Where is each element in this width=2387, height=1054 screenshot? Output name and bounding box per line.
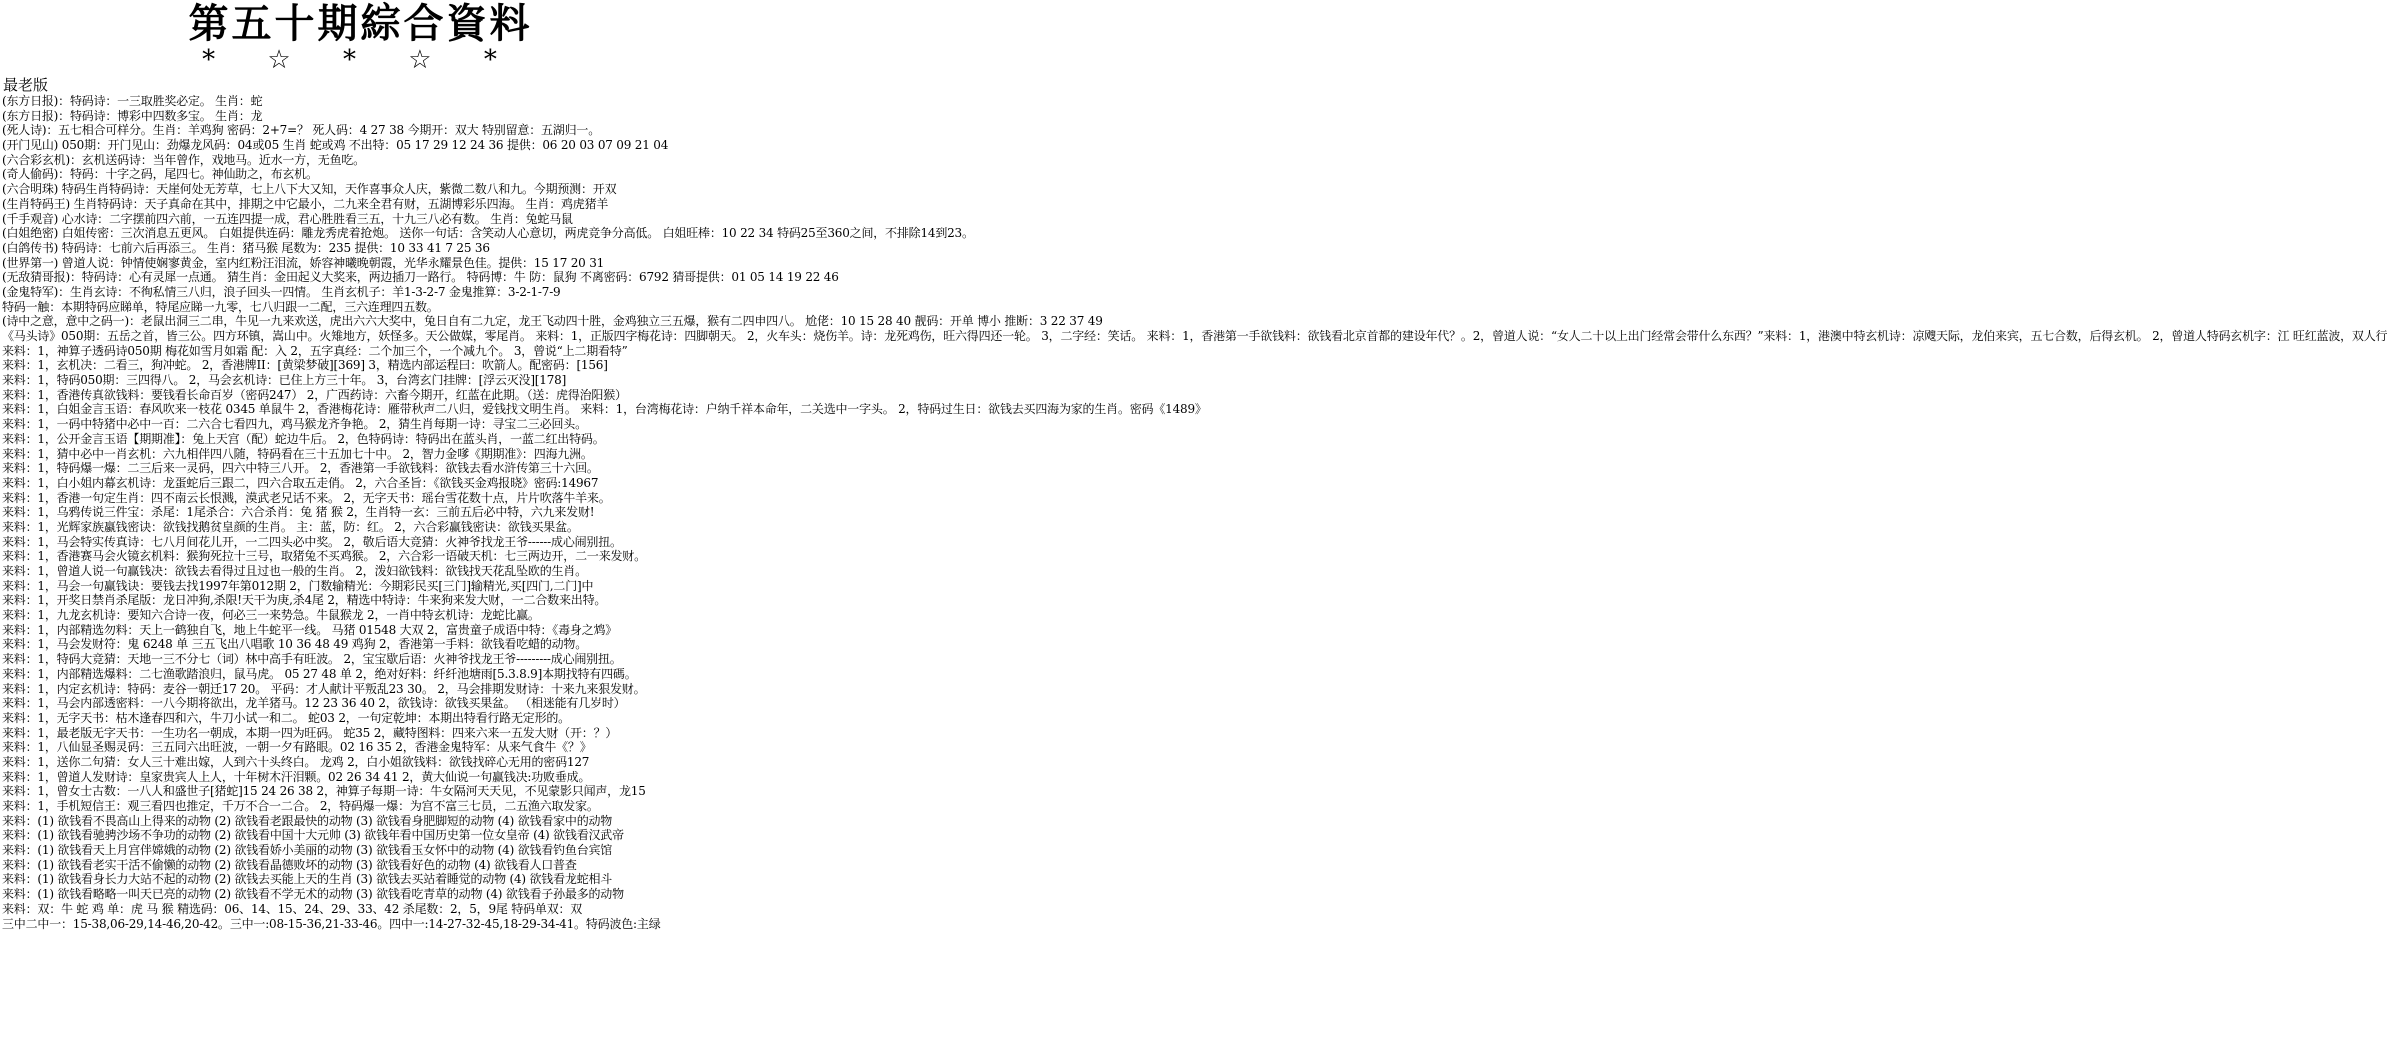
text-line: 来料：1，公开金言玉语【期期准】：兔上天宫（配）蛇边牛后。 2，色特码诗：特码出在蓝头肖，一蓝二红出特码。: [2, 431, 605, 446]
text-line: 来料：(1) 欲钱看不畏高山上得来的动物 (2) 欲钱看老跟最快的动物 (3) 欲钱看身肥脚短的动物 (4) 欲钱看家中的动物: [2, 813, 613, 828]
text-line: 来料：1，马会一句赢钱诀：要钱去找1997年第012期 2，门数输精光：今期彩民买[三门]输精光,买[四门,二门]中: [2, 578, 594, 593]
text-line: 来料：(1) 欲钱看天上月宫伴嫦娥的动物 (2) 欲钱看娇小美丽的动物 (3) 欲钱看玉女怀中的动物 (4) 欲钱看钓鱼台宾馆: [2, 843, 613, 858]
text-line: 来料：1，内定玄机诗：特码：麦谷一朝迁17 20。 平码：才人献计平叛乱23 30。 2，马会排期发财诗：十来九来狠发财。: [2, 681, 646, 696]
text-line: 来料：(1) 欲钱看老实干活不偷懒的动物 (2) 欲钱看晶德败坏的动物 (3) 欲钱看好色的动物 (4) 欲钱看人口普查: [2, 857, 577, 872]
text-line: (无敌猜哥报)：特码诗：心有灵犀一点通。 猜生肖：金田起义大奖来，两边插刀一路行。 特码博：牛 防：鼠狗 不离密码：6792 猜哥提供：01 05 14 19 22 46: [2, 270, 839, 285]
text-line: 来料：1，神算子透码诗050期 梅花如雪月如霜 配：入 2，五字真经：二个加三个，一个减九个。 3，曾说“上二期看特”: [2, 343, 628, 358]
text-line: (东方日报)：特码诗：一三取胜奖必定。 生肖：蛇: [2, 94, 263, 108]
text-line: 来料：1，八仙显圣赐灵码：三五同六出旺波，一朝一夕有路眼。02 16 35 2，香港金鬼特军：从来气食牛《？》: [2, 740, 592, 755]
text-line: 来料：1，白小姐内幕玄机诗：龙蛋蛇后三跟二，四六合取五走俏。 2，六合圣旨：《欲钱买金鸡报晓》密码:14967: [2, 475, 599, 490]
text-line: 来料：1，马会内部透密料：一八今期将欲出，龙羊猪马。12 23 36 40 2，欲钱诗：欲钱买果盆。 （相迷能有几岁时）: [2, 696, 626, 711]
text-line: (开门见山) 050期：开门见山：劲爆龙风码：04或05 生肖 蛇或鸡 不出特：05 17 29 12 24 36 提供：06 20 03 07 09 21 04: [2, 138, 669, 153]
text-line: 来料：1，曾女士古数：一八人和盛世子[猪蛇]15 24 26 38 2，神算子每期一诗：牛女隔河天天见，不见蒙影只闻声，龙15: [2, 784, 646, 799]
text-line: 来料：1，曾道人发财诗：皇家贵宾人上人，十年树木汗泪颗。02 26 34 41 2，黄大仙说一句赢钱决:功败垂成。: [2, 769, 591, 784]
text-line: 来料：1，内部精选勿料：天上一鹤独自飞，地上牛蛇平一线。 马猪 01548 大双 2，富贵童子成语中特：《毒身之鸩》: [2, 622, 618, 637]
text-line: 特码一触：本期特码应睇单，特尾应睇一九零，七八归跟一二配，三六连理四五数。: [2, 299, 439, 314]
text-line: 三中二中一：15-38,06-29,14-46,20-42。三中一:08-15-36,21-33-46。四中一:14-27-32-45,18-29-34-41。特码波色:主绿: [2, 916, 661, 931]
text-line: 来料：1，送你二句猜：女人三十难出嫁，人到六十头终白。 龙鸡 2，白小姐欲钱料：欲钱找碎心无用的密码127: [2, 754, 590, 769]
text-line: (东方日报)：特码诗：博彩中四数多宝。 生肖：龙: [2, 108, 263, 123]
text-line: 来料：1，香港传真欲钱料：要钱看长命百岁（密码247） 2，广西药诗：六畜今期开，红蓝在此期。（送：虎得治阳猴）: [2, 387, 627, 402]
edition-label: 最老版: [3, 76, 49, 94]
text-line: 来料：(1) 欲钱看驰骋沙场不争功的动物 (2) 欲钱看中国十大元帅 (3) 欲钱年看中国历史第一位女皇帝 (4) 欲钱看汉武帝: [2, 828, 624, 843]
text-line: (六合明珠) 特码生肖特码诗：天崖何处无芳草，七上八下大又知，天作喜事众人庆，紫微二数八和九。今期预测：开双: [2, 182, 617, 197]
text-line: 来料：1，香港赛马会火镜玄机料：猴狗死拉十三号，取猪兔不买鸡猴。 2，六合彩一语破天机：七三两边开，二一来发财。: [2, 549, 646, 564]
text-line: (奇人偷码)：特码：十字之码，尾四七。神仙助之，布玄机。: [2, 167, 318, 182]
text-line: 来料：1，内部精选爆料：二七渔歌踏浪归，鼠马虎。 05 27 48 单 2，绝对好料：纤纤池塘雨[5.3.8.9]本期找特有四碼。: [2, 666, 637, 681]
text-line: 来料：1，一码中特猪中必中一百：二六合七看四九，鸡马猴龙齐争艳。 2，猜生肖每期一诗：寻宝二三必回头。: [2, 417, 587, 432]
text-line: (金鬼特军)：生肖玄诗：不徇私情三八归，浪子回头一四情。 生肖玄机子：羊1-3-2-7 金鬼推算：3-2-1-7-9: [2, 284, 561, 299]
text-line: 来料：1，开奖日禁肖杀尾版：龙日冲狗,杀限!天干为庚,杀4尾 2，精选中特诗：牛来狗来发大财，一二合数来出特。: [2, 593, 607, 608]
text-line: 来料：1，最老版无字天书：一生功名一朝成，本期一四为旺码。 蛇35 2，藏特图料：四来六来一五发大财（开：？）: [2, 725, 618, 740]
text-line: 来料：1，香港一句定生肖：四不南云长恨溅，漠武老兄话不来。 2，无字天书：瑶台雪花数十点，片片吹落牛羊来。: [2, 490, 611, 505]
text-line: 来料：1，手机短信王：观三看四也推定，千万不合一二合。 2，特码爆一爆：为宫不富三七员，二五渔六取发家。: [2, 799, 599, 813]
text-line: (生肖特码王) 生肖特码诗：天子真命在其中，排期之中它最小，二九来全君有财，五湖博彩乐四海。 生肖：鸡虎猪羊: [2, 196, 609, 211]
text-line: 来料：1，光辉家族蠃钱密诀：欲钱找鹅贫皇颜的生肖。 主：蓝，防：红。 2，六合彩赢钱密诀：欲钱买果盆。: [2, 519, 579, 534]
text-line: 来料：(1) 欲钱看略略一叫天已亮的动物 (2) 欲钱看不学无术的动物 (3) 欲钱看吃青草的动物 (4) 欲钱看子孙最多的动物: [2, 887, 624, 902]
text-line: 来料：1，特码大竞猜：天地一三不分七（词）林中高手有旺波。 2，宝宝歇后语：火神爷找龙王爷---------成心闹别扭。: [2, 652, 622, 667]
stars-decoration: * ☆ * ☆ *: [202, 45, 519, 75]
text-line: (死人诗)：五七相合可样分。生肖：羊鸡狗 密码：2+7=？ 死人码：4 27 38 今期开：双大 特别留意：五湖归一。: [2, 123, 601, 138]
text-line: 来料：1，猜中必中一肖玄机：六九相伴四八随，特码看在三十五加七十中。 2，智力金嗲《期期准》：四海九洲。: [2, 446, 593, 461]
text-line: 来料：1，白姐金言玉语：春风吹来一枝花 0345 单鼠牛 2，香港梅花诗：雁带秋声二八归，爱钱找文明生肖。 来料：1，台湾梅花诗：户纳千祥本命年，二关选中一字头。 2，特码过生日：欲钱去买四海为家的生肖。密码《1489》: [2, 402, 1207, 417]
document-body: [2, 94, 2387, 1052]
text-line: 来料：1，乌鸦传说三件宝：杀尾：1尾杀合：六合杀肖：兔 猪 猴 2，生肖特一玄：三前五后必中特，六九来发财!: [2, 505, 595, 520]
text-line: 来料：1，马会特实传真诗：七八月间花儿开，一二四头必中奖。 2，敬后语大竞猜：火神爷找龙王爷------成心闹别扭。: [2, 534, 622, 549]
text-line: (诗中之意，意中之码一)：老鼠出洞三二串，牛见一九来欢送，虎出六六大奖中，兔日自有二九定，龙王飞动四十胜，金鸡独立三五爆，猴有二四申四八。 尬佬：10 15 28 40 靓码：开单 博小 推断：3 22 37 49: [2, 314, 1103, 329]
text-line: 来料：1，特码爆一爆：二三后来一灵码，四六中特三八开。 2，香港第一手欲钱料：欲钱去看水浒传第三十六回。: [2, 461, 599, 476]
text-line: 来料：1，无字天书：枯木逢春四和六，牛刀小试一和二。 蛇03 2，一句定乾坤：本期出特看行路无定形的。: [2, 710, 570, 725]
text-line: 来料：双：牛 蛇 鸡 单：虎 马 猴 精选码：06、14、15、24、29、33、42 杀尾数：2，5，9尾 特码单双：双: [2, 901, 583, 916]
text-line: 《马头诗》050期：五岳之首，皆三公。四方环镇，嵩山中。火雉地方，妖怪多。天公做媒，零尾肖。 来料：1，正版四字梅花诗：四脚朝天。 2，火车头：烧伤羊。诗：龙死鸡伤，旺六得四还一轮。 3，二字经：笑话。 来料：1，香港第一手欲钱料：欲钱看北京首都的建设年代？。2，曾道人说：“女人二十以上出门经常会带什么东西？”来料：1，港澳中特玄机诗：凉飕天际，龙伯来宾，五七合数，后得玄机。 2，曾道人特码玄机字：江 旺红蓝波，双人行: [2, 329, 2387, 343]
text-line: 来料：1，特码050期：三四得八。 2，马会玄机诗：已住上方三十年。 3，台湾玄门挂牌：[浮云灭没][178]: [2, 373, 567, 388]
text-line: (白姐绝密) 白姐传密：三次消息五更风。 白姐提供连码：雕龙秀虎着抢炮。 送你一句话：含笑动人心意切，两虎竞争分高低。 白姐旺棒：10 22 34 特码25至360之间，不排除14到23。: [2, 226, 974, 241]
text-line: (千手观音) 心水诗：二字摆前四六前，一五连四提一成，君心胜胜看三五，十九三八必有数。 生肖：兔蛇马鼠: [2, 211, 573, 226]
text-line: 来料：1，玄机决：二看三，狗冲蛇。 2，香港牌II：[黄梁梦破][369] 3，精选内部运程曰：吹箭人。配密码：[156]: [2, 358, 608, 373]
text-line: (世界第一) 曾道人说：钟情使娴寥黄金，室内红粉汪泪流，娇容神曦晚朝霞，光华永耀景色佳。提供：15 17 20 31: [2, 255, 605, 270]
text-line: 来料：1，马会发财符：鬼 6248 单 三五飞出八唱歌 10 36 48 49 鸡狗 2，香港第一手料：欲钱看吃蜡的动物。: [2, 637, 588, 652]
page-title: 第五十期綜合資料: [188, 1, 533, 47]
text-line: 来料：1，九龙玄机诗：要知六合诗一夜，何必三一来势急。牛鼠猴龙 2，一肖中特玄机诗：龙蛇比赢。: [2, 608, 540, 623]
text-line: 来料：1，曾道人说一句赢钱决：欲钱去看得过且过也一般的生肖。 2，泼妇欲钱料：欲钱找天花乱坠欧的生肖。: [2, 564, 587, 578]
text-line: (六合彩玄机)：玄机送码诗：当年曾作，戏地马。近水一方，无鱼吃。: [2, 152, 365, 167]
text-line: (白鸽传书) 特码诗：七前六后再添三。 生肖：猪马猴 尾数为：235 提供：10 33 41 7 25 36: [2, 240, 490, 255]
text-line: 来料：(1) 欲钱看身长力大站不起的动物 (2) 欲钱去买能上天的生肖 (3) 欲钱去买站着睡觉的动物 (4) 欲钱看龙蛇相斗: [2, 872, 613, 887]
